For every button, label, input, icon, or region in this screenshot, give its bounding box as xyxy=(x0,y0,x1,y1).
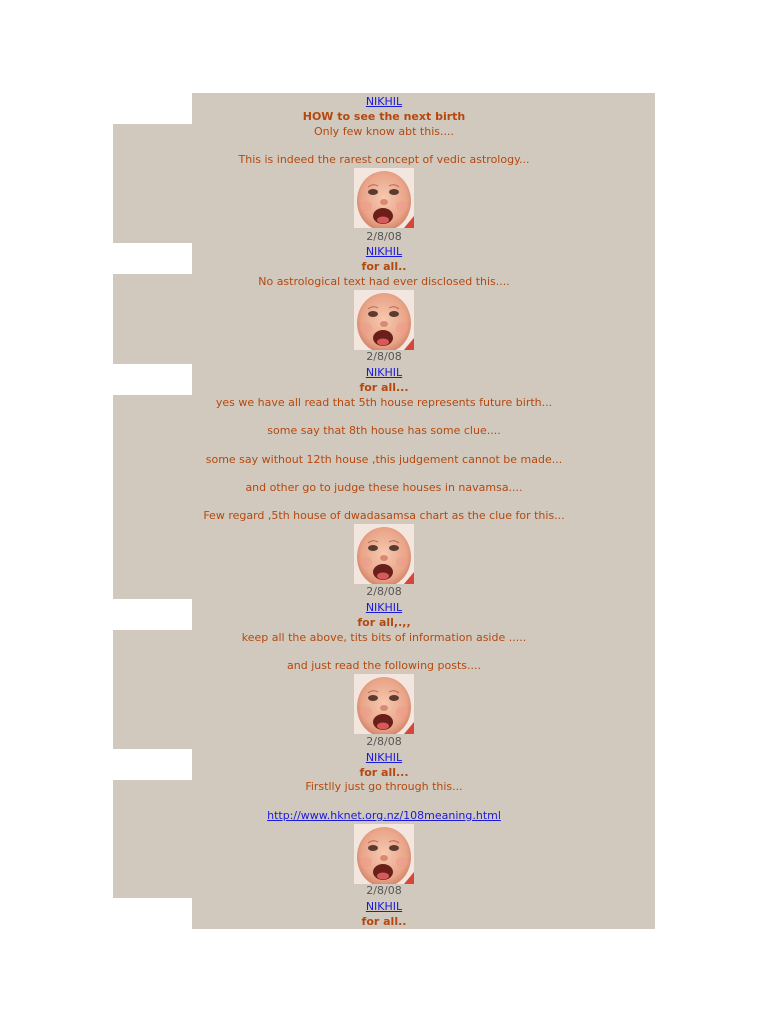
post-text-line: Firstlly just go through this... xyxy=(305,780,463,793)
post-text-line: and just read the following posts.... xyxy=(287,659,481,672)
post-link-line xyxy=(113,809,655,823)
post-date: 2/8/08 xyxy=(366,585,402,598)
post-title: for all.. xyxy=(361,915,407,928)
post-author xyxy=(113,245,655,259)
post-title: HOW to see the next birth xyxy=(302,110,466,123)
avatar xyxy=(354,524,414,584)
author-link[interactable]: NIKHIL xyxy=(365,245,403,258)
post-author xyxy=(113,95,655,109)
post-date: 2/8/08 xyxy=(366,350,402,363)
post-date: 2/8/08 xyxy=(366,230,402,243)
post-author xyxy=(113,900,655,914)
post-author xyxy=(113,751,655,765)
post-text-line: Few regard ,5th house of dwadasamsa chart as the clue for this... xyxy=(203,509,565,522)
author-link[interactable]: NIKHIL xyxy=(365,900,403,913)
avatar xyxy=(354,674,414,734)
post-text-line: keep all the above, tits bits of information aside ..... xyxy=(241,631,527,644)
post-text-line: Only few know abt this.... xyxy=(314,125,454,138)
post-author xyxy=(113,601,655,615)
post-text-line: and other go to judge these houses in navamsa.... xyxy=(245,481,523,494)
post-text-line: No astrological text had ever disclosed this.... xyxy=(258,275,510,288)
post-text-line: yes we have all read that 5th house represents future birth... xyxy=(215,396,553,409)
author-link[interactable]: NIKHIL xyxy=(365,95,403,108)
post-text-line: some say without 12th house ,this judgement cannot be made... xyxy=(205,453,563,466)
avatar xyxy=(354,168,414,228)
post-text-line: This is indeed the rarest concept of vedic astrology... xyxy=(238,153,530,166)
post-text-line: some say that 8th house has some clue.... xyxy=(267,424,501,437)
avatar xyxy=(354,290,414,350)
post-title: for all... xyxy=(359,381,409,394)
author-link[interactable]: NIKHIL xyxy=(365,751,403,764)
post-date: 2/8/08 xyxy=(366,735,402,748)
external-link[interactable]: http://www.hknet.org.nz/108meaning.html xyxy=(267,809,501,822)
author-link[interactable]: NIKHIL xyxy=(365,366,403,379)
post-title: for all... xyxy=(359,766,409,779)
post-author xyxy=(113,366,655,380)
author-link[interactable]: NIKHIL xyxy=(365,601,403,614)
avatar xyxy=(354,824,414,884)
post-title: for all,.,, xyxy=(357,616,411,629)
post-date: 2/8/08 xyxy=(366,884,402,897)
post-title: for all.. xyxy=(361,260,407,273)
